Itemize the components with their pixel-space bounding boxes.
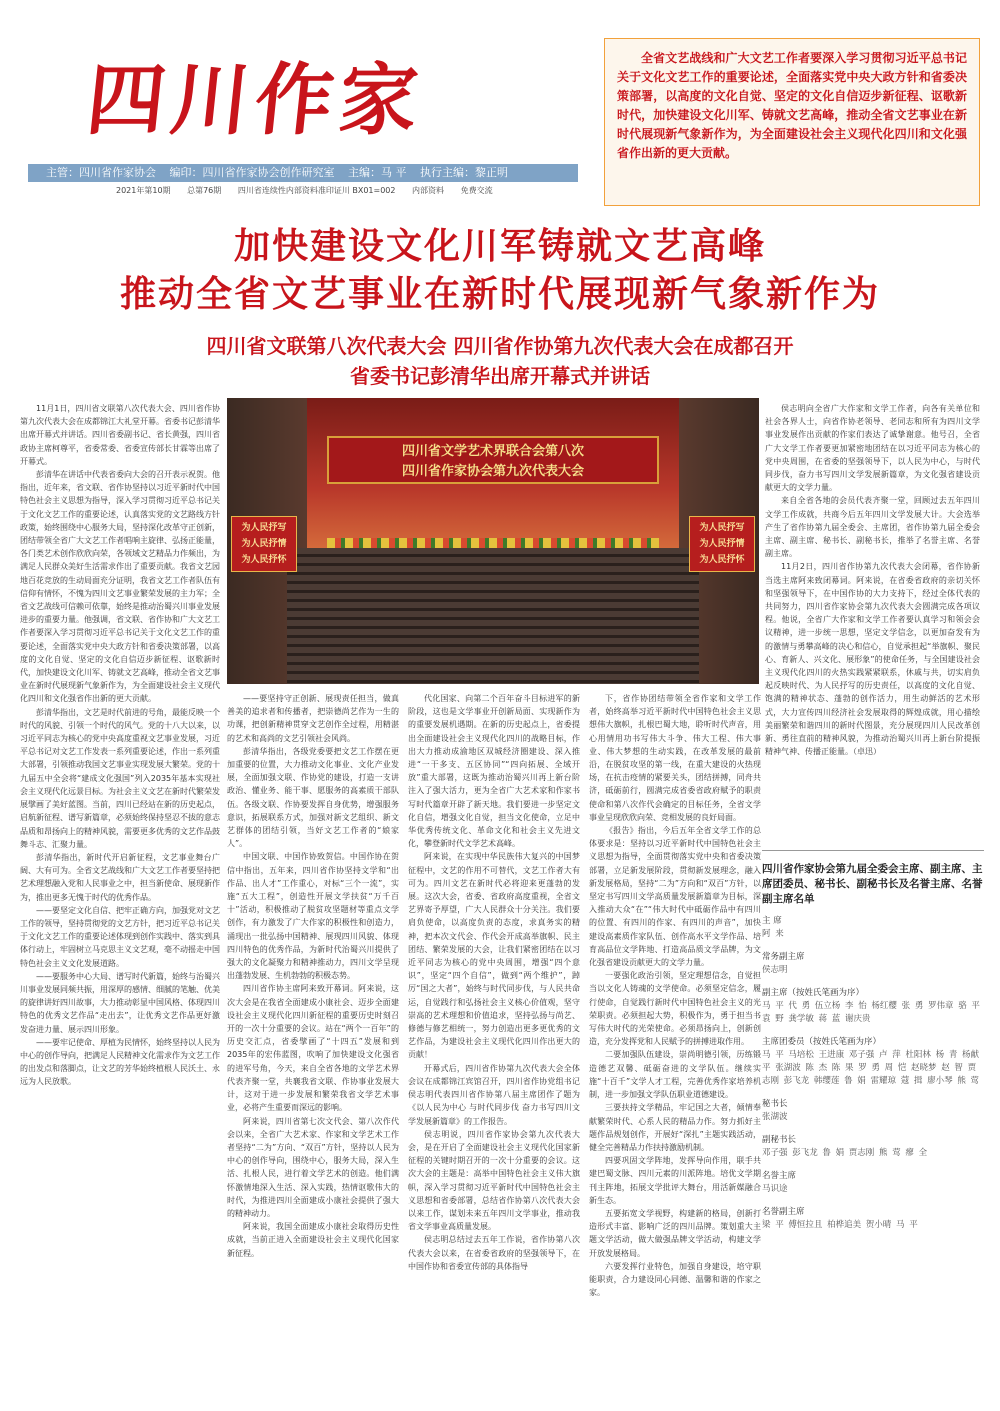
name-group xyxy=(762,951,984,977)
role-label: 秘书长 xyxy=(762,1099,788,1109)
member-names: 邓子强 彭飞龙 鲁 娟 贾志刚 熊 莺 瘳 全 xyxy=(762,1148,928,1158)
main-headline-1: 加快建设文化川军铸就文艺高峰 xyxy=(233,226,766,267)
photo-audience xyxy=(287,548,699,684)
photo-side-banner-left xyxy=(231,516,297,572)
paragraph: 代化国家、向第二个百年奋斗目标进军的新阶段，这也是文学事业开创新局面、实现新作为的重要发展机遇期。在新的历史起点上，省委提出全面建设社会主义现代化四川的战略目标，作出大力推动成渝地区双城经济圈建设、深入推进“一干多支、五区协同”“四向拓展、全域开放”重大部署，这既为推动治蜀兴川再上新台阶注入了强大活力，更为全省广大艺术家和作家书写时代篇章开辟了新天地。我们要进一步坚定文化自信，增强文化自觉，担当文化使命，立足中华优秀传统文化、革命文化和社会主义先进文化，攀登新时代文学艺术高峰。 xyxy=(408,694,580,849)
name-group xyxy=(762,1036,984,1088)
role-label: 主席团委员（按姓氏笔画为序） xyxy=(762,1037,882,1047)
name-list-title: 四川省作家协会第九届全委会主席、副主席、主席团委员、秘书长、副秘书长及名誉主席、名誉副主席名单 xyxy=(762,863,983,905)
paragraph: 二要加强队伍建设，崇尚明德引领，历练锻造德艺双馨、砥砺奋进的文学队伍。继续实施“十百千”文学人才工程，完善优秀作家培养机制，进一步加强文学队伍职业道德建设。 xyxy=(589,1050,761,1100)
member-names: 马 平 马培松 王进康 邓子强 卢 萍 杜阳林 杨 青 杨献平 张湖波 陈 杰 陈 果 罗 勇 周 恺 赵晓梦 赵 智 贾志刚 彭飞龙 韩缨莲 鲁 娟 雷耀琼 蔻 揖 廖小琴 熊 莺 xyxy=(762,1050,980,1086)
member-names: 侯志明 xyxy=(762,965,788,975)
paragraph: 五要拓宽文学视野，构建新的格局，创新打造形式丰富、影响广泛的四川品牌。策划重大主题文学活动，做大做强品牌文学活动，构建文学开放发展格局。 xyxy=(589,1208,761,1258)
paragraph: 阿来说，四川省第七次文代会、第八次作代会以来，全省广大艺术家、作家和文学艺术工作者坚持“二为”方向、“双百”方针，坚持以人民为中心的创作导向，围绕中心，服务大局，深入生活、扎根人民，进行着文学艺术的创造。他们满怀激情地深入生活、深入实践，热情讴歌伟大的时代，为推进四川全面建成小康社会提供了强大的精神动力。 xyxy=(227,1116,399,1218)
editor-in-chief: 主编：马 平 xyxy=(348,166,407,179)
sub-headline-1: 四川省文联第八次代表大会 四川省作协第九次代表大会在成都召开 xyxy=(206,334,794,358)
paragraph: ——要坚定文化自信、把牢正确方向，加强党对文艺工作的领导，坚持贯彻党的文艺方针，把习近平总书记关于文化文艺工作的重要论述体现到创作实践中、落实到具体行动上，牢固树立马克思主义文艺观，毫不动摇走中国特色社会主义文化发展道路。 xyxy=(20,905,220,968)
paragraph: 四要巩固文学阵地，发挥导向作用，联手共建巴蜀文脉、四川元素的川派阵地。培优文学期刊主阵地，拓展文学批评大舞台，用活新媒融合新生态。 xyxy=(589,1156,761,1205)
paragraph: 侯志明总结过去五年工作说，省作协第八次代表大会以来，在省委省政府的坚强领导下，在中国作协和省委宣传部的具体指导 xyxy=(408,1235,580,1271)
article-column-1 xyxy=(20,402,220,1402)
divider xyxy=(762,850,984,851)
name-group xyxy=(762,1206,984,1232)
paragraph: 彭清华在讲话中代表省委向大会的召开表示祝贺。他指出，近年来，省文联、省作协坚持以习近平新时代中国特色社会主义思想为指导，深入学习贯彻习近平总书记关于文化文艺工作的重要论述，认真落实党的文艺路线方针政策，始终围绕中心服务大局，坚持深化改革守正创新，团结带领全省广大文艺工作者唱响主旋律、弘扬正能量，各门类艺术创作欣欣向荣，各领域文艺精品力作频出，为满足人民群众美好生活需求作出了重要贡献。我省文艺园地百花竞放的生动局面充分证明，我省文艺工作者队伍有信仰有情怀，不愧为四川文艺事业繁荣发展的主力军；全省文艺战线可信赖可依靠，始终是推动治蜀兴川事业发展进步的重要力量。他强调，省文联、省作协和广大文艺工作者要深入学习贯彻习近平总书记关于文化文艺工作的重要论述，全面落实党中央大政方针和省委决策部署，以高度的文化自觉、坚定的文化自信迈步新征程、讴歌新时代，加快建设文化川军、铸就文艺高峰，推动全省文艺事业在新时代展现新气象新作为，为全面建设社会主义现代化四川和文化强省作出新的更大贡献。 xyxy=(20,470,220,704)
article-column-5 xyxy=(765,402,980,842)
paragraph: 彭清华指出，各级党委要把文艺工作摆在更加重要的位置，大力推动文化事业、文化产业发展，全面加强文联、作协党的建设，打造一支讲政治、懂业务、能干事、愿服务的高素质干部队伍。各级文联、作协要发挥自身优势，增强服务意识，拓展联系方式，加强对新文艺组织、新文艺群体的团结引领，当好文艺工作者的“娘家人”。 xyxy=(227,746,399,849)
name-group xyxy=(762,1170,984,1196)
article-column-3 xyxy=(408,692,580,1402)
name-group xyxy=(762,915,984,941)
paragraph: 开幕式后，四川省作协第九次代表大会全体会议在成都锦江宾馆召开，四川省作协党组书记侯志明代表四川省作协第八届主席团作了题为《以人民为中心 与时代同步伐 奋力书写四川文学发展新篇章》的工作报告。 xyxy=(408,1063,580,1126)
member-names: 阿 来 xyxy=(762,929,784,939)
name-list xyxy=(762,862,984,1242)
masthead xyxy=(60,28,590,168)
side-line-3: 为人民抒怀 xyxy=(241,555,287,565)
paragraph: 六要发挥行业特色，加强自身建设，培守职能职责，合力建设同心同德、温馨和谐的作家之家。 xyxy=(589,1261,761,1298)
paragraph: 三要扶持文学精品，牢记国之大者，倾情奉献繁荣时代、心系人民的精品力作。努力抓好主题作品规划创作，开展好“深扎”主题实践活动，健全完善精品力作扶持激励机制。 xyxy=(589,1103,761,1152)
intro-text: 全省文艺战线和广大文艺工作者要深入学习贯彻习近平总书记关于文化文艺工作的重要论述，全面落实党中央大政方针和省委决策部署，以高度的文化自觉、坚定的文化自信迈步新征程、讴歌新时代，加快建设文化川军、铸就文艺高峰，推动全省文艺事业在新时代展现新气象新作为，为全面建设社会主义现代化四川和文化强省作出新的更大贡献。 xyxy=(617,51,967,160)
article-column-4 xyxy=(589,692,761,1402)
paragraph: 侯志明说，四川省作家协会第九次代表大会，是在开启了全面建设社会主义现代化国家新征程的关键时期召开的一次十分重要的会议。这次大会的主题是：高举中国特色社会主义伟大旗帜，深入学习贯彻习近平新时代中国特色社会主义思想和省委部署，总结省作协第八次代表大会以来工作，谋划未来五年四川文学事业，推动我省文学事业高质量发展。 xyxy=(408,1129,580,1232)
exec-editor: 执行主编：黎正明 xyxy=(420,166,508,179)
issue-info xyxy=(116,185,507,196)
side-line-1: 为人民抒写 xyxy=(241,523,287,533)
conference-photo xyxy=(227,398,759,684)
role-label: 常务副主席 xyxy=(762,952,805,962)
paragraph: 阿来说，我国全面建成小康社会取得历史性成就，当前正进入全面建设社会主义现代化国家新征程。 xyxy=(227,1222,399,1258)
photo-side-banner-right xyxy=(689,516,755,572)
photo-banner-line-2: 四川省作家协会第九次代表大会 xyxy=(401,464,584,479)
paragraph: ——要牢记使命、厚植为民情怀，始终坚持以人民为中心的创作导向，把满足人民精神文化需求作为文艺工作的出发点和落脚点，让文艺的芳华始终植根人民沃土、永远为人民放歌。 xyxy=(20,1037,220,1087)
issue-number: 2021年第10期 xyxy=(116,186,171,195)
role-label: 名誉主席 xyxy=(762,1171,797,1181)
role-label: 副主席（按姓氏笔画为序） xyxy=(762,988,865,998)
side-line-3: 为人民抒怀 xyxy=(699,555,745,565)
newspaper-logo: 四川作家 xyxy=(82,55,429,146)
sponsor: 主管：四川省作家协会 xyxy=(46,166,156,179)
main-headline-2: 推动全省文艺事业在新时代展现新气象新作为 xyxy=(119,274,880,315)
member-names: 马 平 代 勇 伍立杨 李 怡 杨红樱 张 勇 罗伟章 骆 平 袁 野 龚学敏 蒋 蓝 谢庆贵 xyxy=(762,1001,980,1024)
name-group xyxy=(762,1134,984,1160)
side-line-1: 为人民抒写 xyxy=(699,523,745,533)
publication-info-bar xyxy=(28,164,578,182)
photo-banner-line-1: 四川省文学艺术界联合会第八次 xyxy=(401,444,584,459)
photo-banner xyxy=(327,436,659,484)
paragraph: 彭清华指出，新时代开启新征程，文艺事业舞台广阔、大有可为。全省文艺战线和广大文艺工作者要坚持把艺术理想融入党和人民事业之中，担当新使命、展现新作为，推出更多无愧于时代的优秀作品。 xyxy=(20,852,220,902)
name-group xyxy=(762,987,984,1026)
name-group xyxy=(762,1098,984,1124)
role-label: 副秘书长 xyxy=(762,1135,797,1145)
intro-box xyxy=(604,38,980,206)
paragraph: 中国文联、中国作协致贺信。中国作协在贺信中指出，五年来，四川省作协坚持文学和“出作品、出人才”工作重心，对标“三个一流”，实施“五大工程”，创造性开展文学扶贫“万千百十”活动，积极推动了脱贫攻坚题材等重点文学创作，有力激发了广大作家的积极性和创造力，涌现出一批弘扬中国精神、展现四川风貌、体现四川特色的优秀作品，为新时代治蜀兴川提供了强大的文化凝聚力和精神推动力，四川文学呈现出蓬勃发展、生机勃勃的积极态势。 xyxy=(227,852,399,981)
free-note: 免费交流 xyxy=(460,186,493,195)
circulation-note: 内部资料 xyxy=(412,186,445,195)
permit-number: 四川省连续性内部资料准印证川 BX01=002 xyxy=(237,186,396,195)
paragraph: 《报告》指出，今后五年全省文学工作的总体要求是：坚持以习近平新时代中国特色社会主义思想为指导，全面贯彻落实党中央和省委决策部署，立足新发展阶段，贯彻新发展理念，融入新发展格局，坚持“二为”方向和“双百”方针，以坚定书写四川文学高质量发展新篇章为目标，深入推动大众“在”“伟大时代中砥砺作品中有四川的位置、有四川的作家、有四川的声音”，加快建设高素质作家队伍、创作高水平文学作品、培育高品位文学阵地、打造高品质文学品牌，为文化强省建设贡献更大的文学力量。 xyxy=(589,826,761,968)
paragraph: 四川省作协主席阿来致开幕词。阿来说，这次大会是在我省全面建成小康社会、迈步全面建设社会主义现代化四川新征程的重要历史时刻召开的一次十分重要的会议。站在“两个一百年”的历史交汇点，省委擘画了“十四五”发展和到2035年的宏伟蓝图，吹响了加快建设文化强省的进军号角，今天，来自全省各地的文学艺术界代表齐聚一堂，共襄我省文联、作协事业发展大计，这对于进一步发展和繁荣我省文学艺术事业，必将产生重要而深远的影响。 xyxy=(227,984,399,1113)
article-column-2 xyxy=(227,692,399,1402)
paragraph: 11月2日，四川省作协第九次代表大会闭幕，省作协新当选主席阿来致闭幕词。阿来说，在省委省政府的亲切关怀和坚强领导下，在中国作协的大力支持下，经过全体代表的共同努力，四川省作家协会第九次代表大会圆满完成各项议程。他说，全省广大作家和文学工作者要认真学习和领会会议精神，进一步统一思想，坚定文学信念，以更加奋发有为的激情与勇攀高峰的决心和信心，自觉承担起“举旗帜、聚民心、育新人、兴文化、展形象”的使命任务，与全国建设社会主义现代化四川的火热实践紧紧联系，休戚与共，切实肩负起反映时代、为人民抒写的历史责任，以高度的文化自觉、饱满的精神状态、蓬勃的创作活力，用生动鲜活的艺术形式，大力宣传四川经济社会发展取得的辉煌成就，用心描绘美丽繁荣和谐四川的新时代图景，充分展现四川人民改革创新、勇往直前的精神风貌，为推动治蜀兴川再上新台阶提振精神气神、传播正能量。（卓迅） xyxy=(765,562,980,757)
side-line-2: 为人民抒情 xyxy=(241,539,287,549)
paragraph: ——要服务中心大局、谱写时代新篇，始终与治蜀兴川事业发展同频共振，用深厚的感情、细腻的笔触、优美的旋律讲好四川故事，大力推动彰显中国风格、体现四川特色的优秀文艺作品“走出去”，让优秀文艺作品更好激发奋进力量、展示四川形象。 xyxy=(20,971,220,1034)
role-label: 名誉副主席 xyxy=(762,1207,805,1217)
total-issue: 总第76期 xyxy=(187,186,222,195)
side-line-2: 为人民抒情 xyxy=(699,539,745,549)
role-label: 主 席 xyxy=(762,916,782,926)
paragraph: ——要坚持守正创新、展现责任担当，做真善美的追求者和传播者，把崇德尚艺作为一生的功课，把创新精神贯穿文艺创作全过程，用精湛的艺术和高尚的文艺引领社会风尚。 xyxy=(227,694,399,743)
paragraph: 下，省作协团结带领全省作家和文学工作者，始终高举习近平新时代中国特色社会主义思想伟大旗帜，扎根巴蜀大地，聆听时代声音，用心用情用功书写伟大斗争、伟大工程、伟大事业、伟大梦想的生动实践，在改革发展的最前沿，在脱贫攻坚的第一线，在重大建设的火热现场，在抗击疫情的紧要关头，团结拼搏，同舟共济，砥砺前行，圆满完成省委省政府赋予的职责使命和第八次作代会确定的目标任务，全省文学事业呈现欣欣向荣、竞相发展的良好局面。 xyxy=(589,694,761,822)
publisher: 编印：四川省作家协会创作研究室 xyxy=(169,166,335,179)
paragraph: 一要强化政治引领，坚定理想信念，自觉担当以文化人铸魂的文学使命。必须坚定信念，履行使命，自觉践行新时代中国特色社会主义的光荣职责。必须担起大势，积极作为，勇于担当书写伟大时代的光荣使命。必须昂扬向上，创新创造，充分发挥党和人民赋予的拼搏进取作用。 xyxy=(589,971,761,1047)
member-names: 梁 平 傅恒拉且 柏桦追美 贺小晴 马 平 xyxy=(762,1220,918,1230)
paragraph: 来自全省各地的会员代表齐聚一堂，回顾过去五年四川文学工作成就，共商今后五年四川文学发展大计。大会选举产生了省作协第九届全委会、主席团，省作协第九届全委会主席、副主席、秘书长、副秘书长，推举了名誉主席、名誉副主席。 xyxy=(765,496,980,559)
paragraph: 侯志明向全省广大作家和文学工作者，向各有关单位和社会各界人士，向省作协老领导、老同志和所有为四川文学事业发展作出贡献的作家们表达了诚挚谢意。他号召，全省广大文学工作者要更加紧密地团结在以习近平同志为核心的党中央周围，在省委的坚强领导下，以人民为中心，与时代同步伐，奋力书写四川文学发展新篇章，为文化强省建设贡献更大的文学力量。 xyxy=(765,404,980,493)
member-names: 张湖波 xyxy=(762,1112,788,1122)
member-names: 马识途 xyxy=(762,1184,788,1194)
paragraph: 阿来说，在实现中华民族伟大复兴的中国梦征程中，文艺的作用不可替代，文艺工作者大有可为。四川文艺在新时代必将迎来更蓬勃的发展。这次大会，省委、省政府高度重视，全省文艺界寄予厚望，广大人民群众十分关注。我们要肩负使命，以高度负责的态度，求真务实的精神，把本次文代会、作代会开成高举旗帜、民主团结、繁荣发展的大会，让我们紧密团结在以习近平同志为核心的党中央周围，增强“四个意识”，坚定“四个自信”，做到“两个维护”，踔厉“国之大者”，始终与时代同步伐，与人民共命运，自觉践行和弘扬社会主义核心价值观，坚守崇高的艺术理想和价值追求，坚持弘扬与尚艺、修德与修艺相统一，努力创造出更多更优秀的文艺作品，为建设社会主义现代化四川作出更大的贡献！ xyxy=(408,852,580,1060)
sub-headline-2: 省委书记彭清华出席开幕式并讲话 xyxy=(350,364,650,388)
paragraph: 彭清华指出，文艺是时代前进的号角，最能反映一个时代的风貌、引领一个时代的风气。党的十八大以来，以习近平同志为核心的党中央高度重视文艺事业发展，习近平总书记对文艺工作发表一系列重要论述，作出一系列重大部署，引领推动我国文艺事业实现发展大繁荣。党的十九届五中全会将“建成文化强国”列入2035年基本实现社会主义现代化远景目标。为社会主义文艺在新时代繁荣发展擘画了美好蓝图。当前，四川已经站在新的历史起点，启航新征程、谱写新篇章，必须始终保持坚忍不拔的意志品质和昂扬向上的精神风貌，需要更多优秀的文艺作品鼓舞斗志、汇聚力量。 xyxy=(20,707,220,849)
paragraph: 11月1日，四川省文联第八次代表大会、四川省作协第九次代表大会在成都锦江大礼堂开幕。省委书记彭清华出席开幕式并讲话。四川省委副书记、省长黄强，四川省政协主席柯尊平，省委常委、省委宣传部长甘霖等出席了开幕式。 xyxy=(20,404,220,466)
